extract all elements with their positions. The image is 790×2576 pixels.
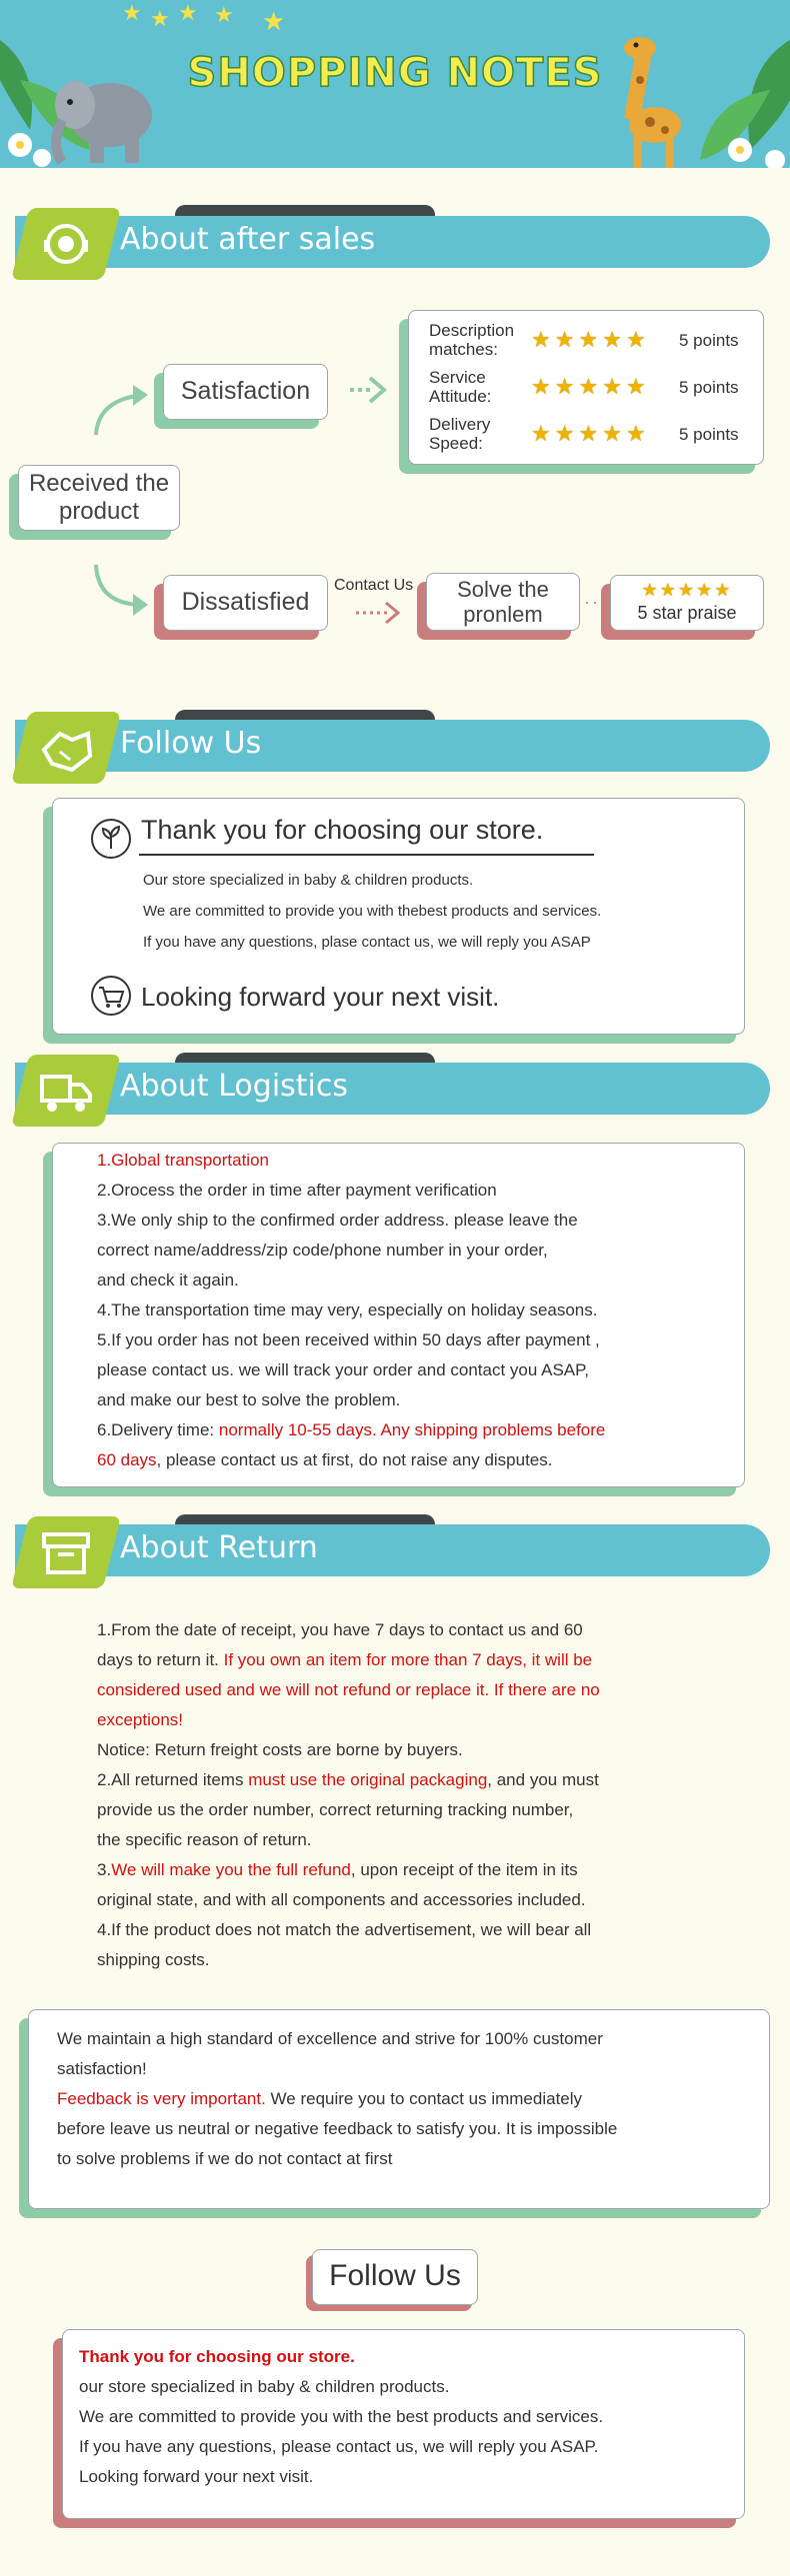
satisfaction-box: Satisfaction [163, 364, 328, 420]
star-icon: ★ [122, 0, 142, 25]
dots-decoration: ··· [584, 592, 608, 612]
divider [139, 854, 594, 856]
follow-us-label: Follow Us [312, 2249, 478, 2305]
received-box [18, 465, 180, 531]
looking-forward: Looking forward your next visit. [141, 982, 500, 1012]
leaves-right-icon [680, 30, 790, 168]
cart-icon [89, 974, 133, 1018]
excellence-box [28, 2009, 770, 2209]
return-title: About Return [120, 1530, 318, 1565]
thanks-heading: Thank you for choosing our store. [141, 815, 544, 845]
received-label: Received the product [28, 470, 170, 525]
dissatisfied-box: Dissatisfied [163, 575, 328, 631]
star-icon: ★ [262, 6, 286, 36]
follow-lines: Our store specialized in baby & children products. We are committed to provide you with thebest products and services. If you have any questions, plase contact us, we will reply you ASAP [143, 872, 602, 951]
excellence-text: We maintain a high standard of excellence and strive for 100% customer satisfaction! Feedback is very important. We require you to contact us immediately before leave us neutral or negative feedback to satisfy you. It is impossible to solve problems if we do not contact at first [57, 2029, 618, 2168]
dotted-arrow-icon [346, 370, 391, 410]
header-banner [0, 0, 790, 168]
follow-us-title: Follow Us [120, 726, 262, 761]
rating-points: 5 points [679, 378, 739, 397]
ratings-box [408, 310, 764, 465]
leaf-icon [89, 817, 133, 861]
five-stars-icon: ★ ★ ★ ★ ★ [531, 421, 646, 446]
arrow-down-icon [88, 560, 158, 620]
follow-us-text-2: Thank you for choosing our store. our store specialized in baby & children products. We are committed to provide you with the best products and services. If you have any questions, please contact us, we will reply you ASAP. Looking forward your next visit. [79, 2347, 604, 2486]
page-title: SHOPPING NOTES [187, 50, 603, 96]
five-star-box [610, 575, 764, 631]
five-stars-icon: ★ ★ ★ ★ ★ [641, 580, 731, 600]
star-icon: ★ [150, 6, 170, 31]
rating-points: 5 points [679, 425, 739, 444]
giraffe-icon [610, 30, 690, 168]
return-text: 1.From the date of receipt, you have 7 days to contact us and 60 days to return it. If you own an item for more than 7 days, it will be considered used and we will not refund or replace it. If there are no exceptions! Notice: Return freight costs are borne by buyers. 2.All returned items must use the original packaging, and you must provide us the order number, correct returning tracking number, the specific reason of return. 3.We will make you the full refund, upon receipt of the item in its original state, and with all components and accessories included. 4.If the product does not match the advertisement, we will bear all shipping costs. [97, 1620, 600, 1969]
after-sales-title: About after sales [120, 222, 376, 257]
five-stars-icon: ★ ★ ★ ★ ★ [531, 374, 646, 399]
headset-icon [11, 208, 121, 280]
rating-label: Service Attitude: [429, 368, 492, 406]
follow-us-box-2 [62, 2329, 745, 2519]
solve-label: Solve the pronlem [457, 577, 549, 627]
logistics-text: 1.Global transportation 2.Orocess the order in time after payment verification 3.We only ship to the confirmed order address. please leave the correct name/address/zip code/phone number in your order, and check it again. 4.The transportation time may very, especially on holiday seasons. 5.If you order has not been received within 50 days after payment , please contact us. we will track your order and contact you ASAP, and make our best to solve the problem. 6.Delivery time: normally 10-55 days. Any shipping problems before 60 days, please contact us at first, do not raise any disputes. [97, 1151, 606, 1469]
logistics-title: About Logistics [120, 1069, 349, 1104]
box-icon [11, 1516, 121, 1588]
rating-label: Delivery Speed: [429, 415, 491, 453]
five-stars-icon: ★ ★ ★ ★ ★ [531, 327, 646, 352]
contact-us-label: Contact Us [334, 577, 414, 594]
follow-us-box [52, 798, 745, 1035]
star-icon: ★ [214, 2, 234, 27]
truck-icon [11, 1055, 121, 1127]
solve-box [426, 573, 580, 631]
logistics-box [52, 1143, 745, 1487]
rating-points: 5 points [679, 331, 739, 350]
handshake-icon [11, 712, 121, 784]
five-star-label: 5 star praise [637, 603, 737, 623]
arrow-up-icon [88, 380, 158, 440]
dotted-arrow-icon [352, 595, 407, 631]
star-icon: ★ [178, 0, 198, 25]
rating-label: Description matches: [429, 321, 515, 359]
